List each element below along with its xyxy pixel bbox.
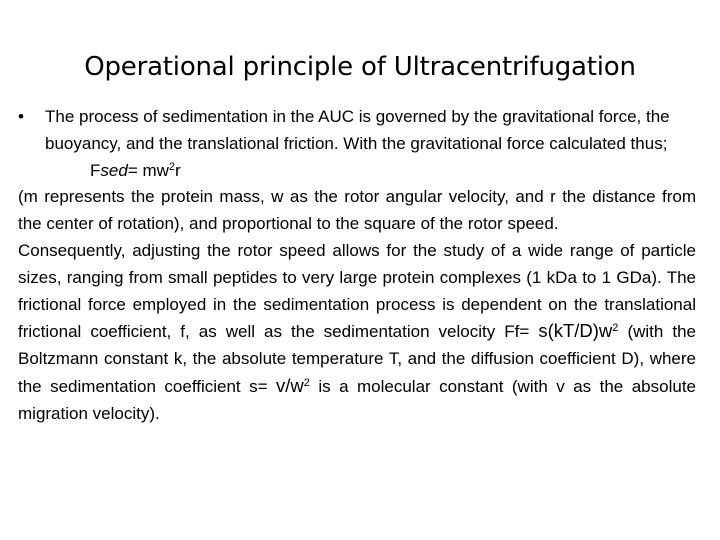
- formula-lhs-subscript: sed: [100, 160, 128, 180]
- equation-friction-exponent: 2: [612, 322, 619, 335]
- equation-sedimentation-coefficient: v/w: [276, 374, 304, 396]
- formula-lhs: F: [90, 160, 101, 180]
- sedimentation-force-formula: [18, 158, 696, 185]
- formula-rhs: = mw: [127, 160, 169, 180]
- bullet-item: [18, 104, 696, 158]
- bullet-icon: •: [18, 107, 24, 126]
- formula-rhs-suffix: r: [175, 160, 181, 180]
- equation-friction: s(kT/D)w: [538, 320, 613, 342]
- formula-exponent: 2: [168, 160, 176, 173]
- paragraph-part-2: (with the Boltzmann constant k, the absolute temperature T, and the diffusion coefficient D), where the sedimentation coefficient s=: [18, 322, 696, 396]
- equation-sedimentation-exponent: 2: [303, 376, 310, 389]
- paragraph-part-3: is a molecular constant (with v as the absolute migration velocity).: [18, 376, 697, 423]
- paragraph-variables: (m represents the protein mass, w as the rotor angular velocity, and r the distance from the center of rotation), and proportional to the square of the rotor speed.: [18, 187, 696, 234]
- slide-title: Operational principle of Ultracentrifugation: [84, 52, 636, 82]
- paragraph-frictional-force: [18, 238, 696, 428]
- paragraph-part-1: Consequently, adjusting the rotor speed allows for the study of a wide range of particle sizes, ranging from small peptides to very large protein complexes (1 kDa to 1 GDa). The frictional force employed in the sedimentation process is dependent on the translational frictional coefficient, f, as well as the sedimentation velocity Ff=: [18, 240, 696, 342]
- slide-body: [18, 104, 696, 428]
- bullet-text: The process of sedimentation in the AUC is governed by the gravitational force, the buoyancy, and the translational friction. With the gravitational force calculated thus;: [45, 107, 670, 153]
